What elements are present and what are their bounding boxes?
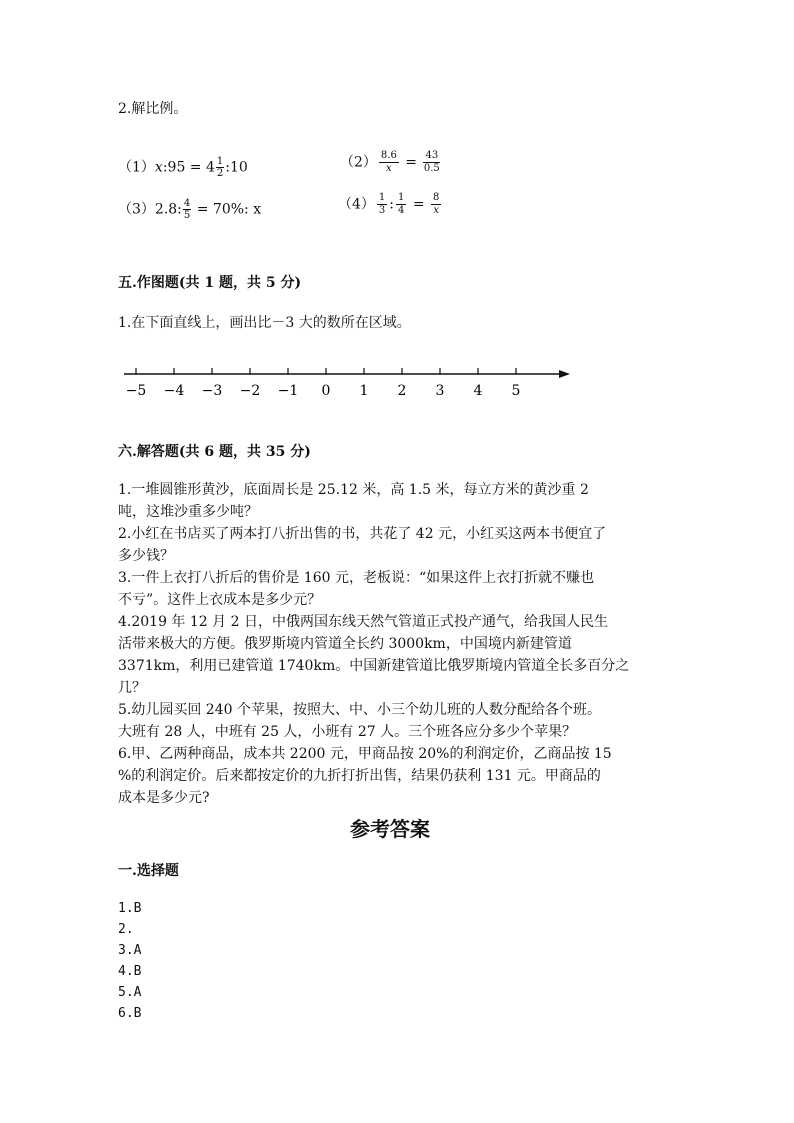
number-line-tick-label: −5 [125,383,147,399]
number-line-arrowhead [559,370,570,378]
problem-text-line: 吨，这堆沙重多少吨？ [118,504,258,520]
ratio-item-3-rhs: = 70%: x [196,201,262,218]
problem-text-line: 3.一件上衣打八折后的售价是 160 元，老板说：“如果这件上衣打折就不赚也 [118,570,595,586]
ratio-item-2-frac1: $\frac{8.6}{x}$ [380,150,397,174]
ratio-item-2-frac2: $\frac{43}{0.5}$ [423,150,440,174]
problem-text-line: 3371km，利用已建管道 1740km。中国新建管道比俄罗斯境内管道全长多百分之 [118,658,630,674]
answer-key-section-heading: 一.选择题 [118,863,179,879]
ratio-item-2: （2） $\frac{8.6}{x}$ = $\frac{43}{0.5}$ [340,150,440,174]
answer-item: 2. [118,922,134,937]
number-line-tick-label: −2 [239,383,261,399]
ratio-section-title: 2.解比例。 [118,101,188,117]
ratio-item-4-label: （4） [338,196,375,213]
number-line-tick-label: 3 [435,383,445,399]
problem-text-line: 2.小红在书店买了两本打八折出售的书，共花了 42 元，小红买这两本书便宜了 [118,526,607,542]
answer-item: 5.A [118,985,142,1000]
number-line-tick-label: −4 [163,383,185,399]
answer-item: 3.A [118,943,142,958]
answer-item: 1.B [118,901,142,916]
ratio-item-4: （4） $\frac{1}{3}$ : $\frac{1}{4}$ = $\frac{8}{x}$ [338,192,440,216]
problem-text-line: 成本是多少元? [118,790,210,806]
number-line-tick-label: 2 [397,383,407,399]
problem-text-line: 多少钱？ [118,548,174,564]
ratio-item-1-whole: 4 [206,159,215,176]
number-line-tick-label: −3 [201,383,223,399]
problem-text-line: 几？ [118,680,146,696]
number-line [118,360,578,405]
problem-text-line: 活带来极大的方便。俄罗斯境内管道全长约 3000km，中国境内新建管道 [118,636,572,652]
ratio-item-1-label: （1） [118,159,155,176]
problem-text-line: 不亏”。这件上衣成本是多少元？ [118,592,322,608]
ratio-item-3-label: （3） [118,201,155,218]
number-line-tick-label: 1 [359,383,369,399]
number-line-tick-label: 0 [321,383,331,399]
ratio-item-2-label: （2） [340,154,377,171]
answer-item: 6.B [118,1006,142,1021]
ratio-item-3: （3）2.8: $\frac{4}{5}$ = 70%: x [118,198,262,221]
number-line-tick-label: −1 [277,383,299,399]
section-five-heading: 五.作图题(共 1 题，共 5 分) [118,275,302,291]
ratio-item-1: （1）x:95 = 4 $\frac{1}{2}$ :10 [118,156,248,179]
problem-text-line: 6.甲、乙两种商品，成本共 2200 元，甲商品按 20%的利润定价，乙商品按 15 [118,746,612,762]
answer-item: 4.B [118,964,142,979]
number-line-tick-label: 4 [473,383,483,399]
problem-text-line: 5.幼儿园买回 240 个苹果，按照大、中、小三个幼儿班的人数分配给各个班。 [118,702,601,718]
problem-text-line: %的利润定价。后来都按定价的九折打折出售，结果仍获利 131 元。甲商品的 [118,768,601,784]
ratio-item-3-fraction: $\frac{4}{5}$ [183,198,191,221]
ratio-item-1-fraction: $\frac{1}{2}$ [216,156,224,179]
answer-key-title: 参考答案 [350,817,430,841]
section-six-heading: 六.解答题(共 6 题，共 35 分) [118,444,311,460]
ratio-item-1-rhs: :10 [225,159,248,176]
problem-text-line: 大班有 28 人，中班有 25 人，小班有 27 人。三个班各应分多少个苹果？ [118,724,577,740]
problem-text-line: 1.一堆圆锥形黄沙，底面周长是 25.12 米，高 1.5 米，每立方米的黄沙重 2 [118,482,589,498]
problem-text-line: 4.2019 年 12 月 2 日，中俄两国东线天然气管道正式投产通气，给我国人民生 [118,614,608,630]
number-line-tick-label: 5 [511,383,521,399]
section-five-question: 1.在下面直线上，画出比－3 大的数所在区域。 [118,315,411,331]
